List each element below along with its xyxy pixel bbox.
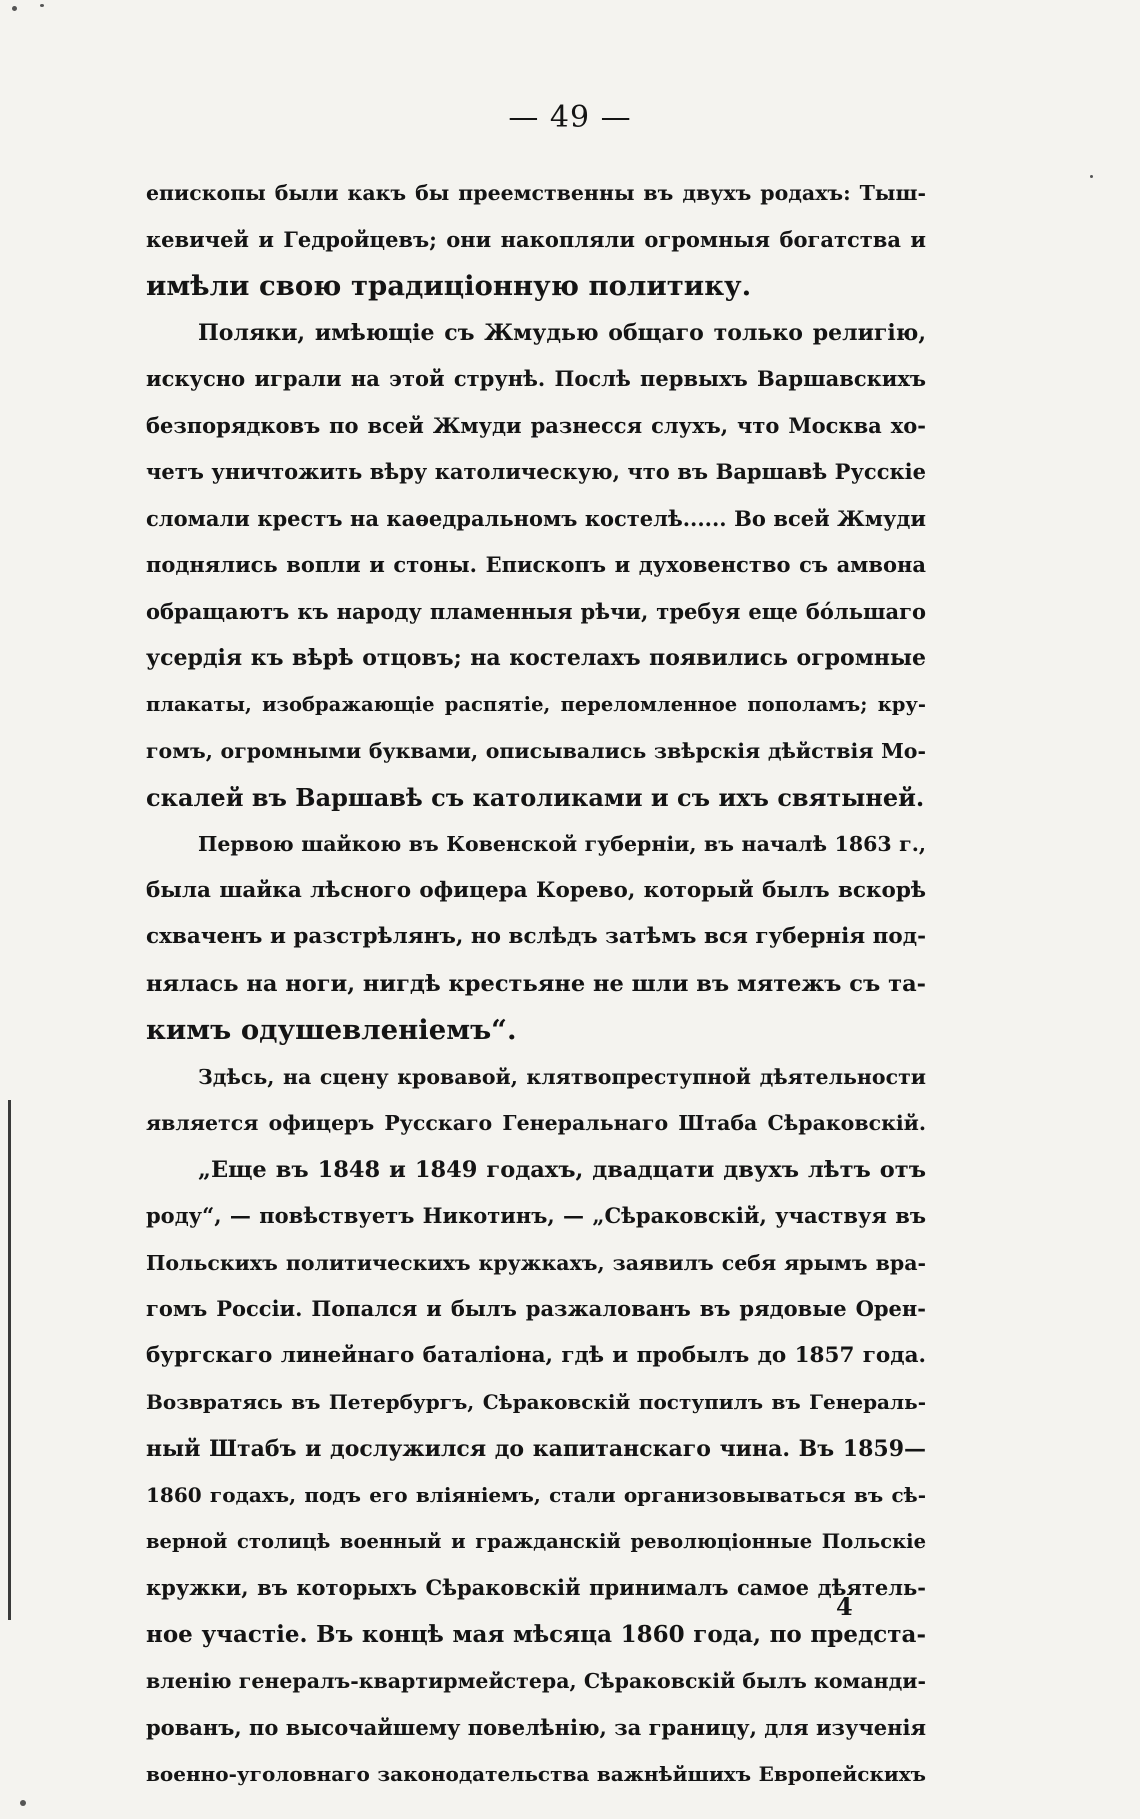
text-line: кимъ одушевленіемъ“. — [146, 1014, 517, 1046]
text-line: „Еще въ 1848 и 1849 годахъ, двадцати двухъ лѣтъ отъ — [198, 1156, 926, 1183]
text-line: Поляки, имѣющіе съ Жмудью общаго только религію, — [198, 319, 926, 346]
text-line: поднялись вопли и стоны. Епископъ и духовенство съ амвона — [146, 552, 926, 577]
text-line: епископы были какъ бы преемственны въ двухъ родахъ: Тыш- — [146, 181, 926, 205]
text-line: вленію генералъ-квартирмейстера, Сѣраковскій былъ команди- — [146, 1669, 926, 1693]
text-line: кружки, въ которыхъ Сѣраковскій принималъ самое дѣятель- — [146, 1575, 926, 1600]
text-line: роду“, — повѣствуетъ Никотинъ, — „Сѣраковскій, участвуя въ — [146, 1203, 926, 1228]
text-line: рованъ, по высочайшему повелѣнію, за границу, для изученія — [146, 1714, 926, 1740]
text-line: обращаютъ къ народу пламенныя рѣчи, требуя еще бóльшаго — [146, 598, 926, 624]
text-line: искусно играли на этой струнѣ. Послѣ первыхъ Варшавскихъ — [146, 366, 926, 391]
text-line: усердія къ вѣрѣ отцовъ; на костелахъ появились огромные — [146, 645, 926, 671]
text-line: Первою шайкою въ Ковенской губерніи, въ началѣ 1863 г., — [198, 832, 926, 856]
text-line: безпорядковъ по всей Жмуди разнесся слухъ, что Москва хо- — [146, 412, 926, 438]
scan-speck — [12, 6, 17, 11]
text-line: гомъ Россіи. Попался и былъ разжалованъ въ рядовые Орен- — [146, 1296, 926, 1321]
margin-edge-line — [8, 1100, 11, 1620]
text-line: Польскихъ политическихъ кружкахъ, заявилъ себя ярымъ вра- — [146, 1250, 926, 1275]
text-line: верной столицѣ военный и гражданскій революціонные Польскіе — [146, 1529, 926, 1553]
text-line: плакаты, изображающіе распятіе, переломленное пополамъ; кру- — [146, 692, 926, 716]
scan-speck — [20, 1800, 26, 1806]
text-line: четъ уничтожить вѣру католическую, что въ Варшавѣ Русскіе — [146, 459, 926, 484]
text-line: бургскаго линейнаго баталіона, гдѣ и пробылъ до 1857 года. — [146, 1342, 926, 1368]
text-line: кевичей и Гедройцевъ; они накопляли огромныя богатства и — [146, 226, 926, 252]
signature-mark: 4 — [836, 1592, 853, 1621]
text-line: гомъ, огромными буквами, описывались звѣрскія дѣйствія Мо- — [146, 739, 926, 763]
text-line: сломали крестъ на каѳедральномъ костелѣ...... Во всей Жмуди — [146, 505, 926, 531]
scan-speck — [40, 4, 44, 7]
text-line: военно-уголовнаго законодательства важнѣйшихъ Европейскихъ — [146, 1762, 926, 1786]
text-line: Здѣсь, на сцену кровавой, клятвопреступной дѣятельности — [198, 1064, 926, 1089]
page-number: — 49 — — [508, 100, 632, 135]
text-line: ный Штабъ и дослужился до капитанскаго чина. Въ 1859— — [146, 1435, 926, 1462]
text-line: 1860 годахъ, подъ его вліяніемъ, стали организовываться въ сѣ- — [146, 1483, 926, 1507]
text-line: схваченъ и разстрѣлянъ, но вслѣдъ затѣмъ вся губернія под- — [146, 924, 926, 949]
text-line: Возвратясь въ Петербургъ, Сѣраковскій поступилъ въ Генераль- — [146, 1390, 926, 1414]
text-line: ное участіе. Въ концѣ мая мѣсяца 1860 года, по предста- — [146, 1620, 926, 1648]
body-text — [146, 170, 926, 1798]
text-line: является офицеръ Русскаго Генеральнаго Штаба Сѣраковскій. — [146, 1111, 926, 1135]
text-line: скалей въ Варшавѣ съ католиками и съ ихъ святыней. — [146, 782, 925, 812]
scan-speck — [1090, 175, 1093, 178]
text-line: имѣли свою традиціонную политику. — [146, 270, 752, 302]
text-line: была шайка лѣсного офицера Корево, который былъ вскорѣ — [146, 877, 926, 903]
text-line: нялась на ноги, нигдѣ крестьяне не шли въ мятежъ съ та- — [146, 970, 926, 997]
